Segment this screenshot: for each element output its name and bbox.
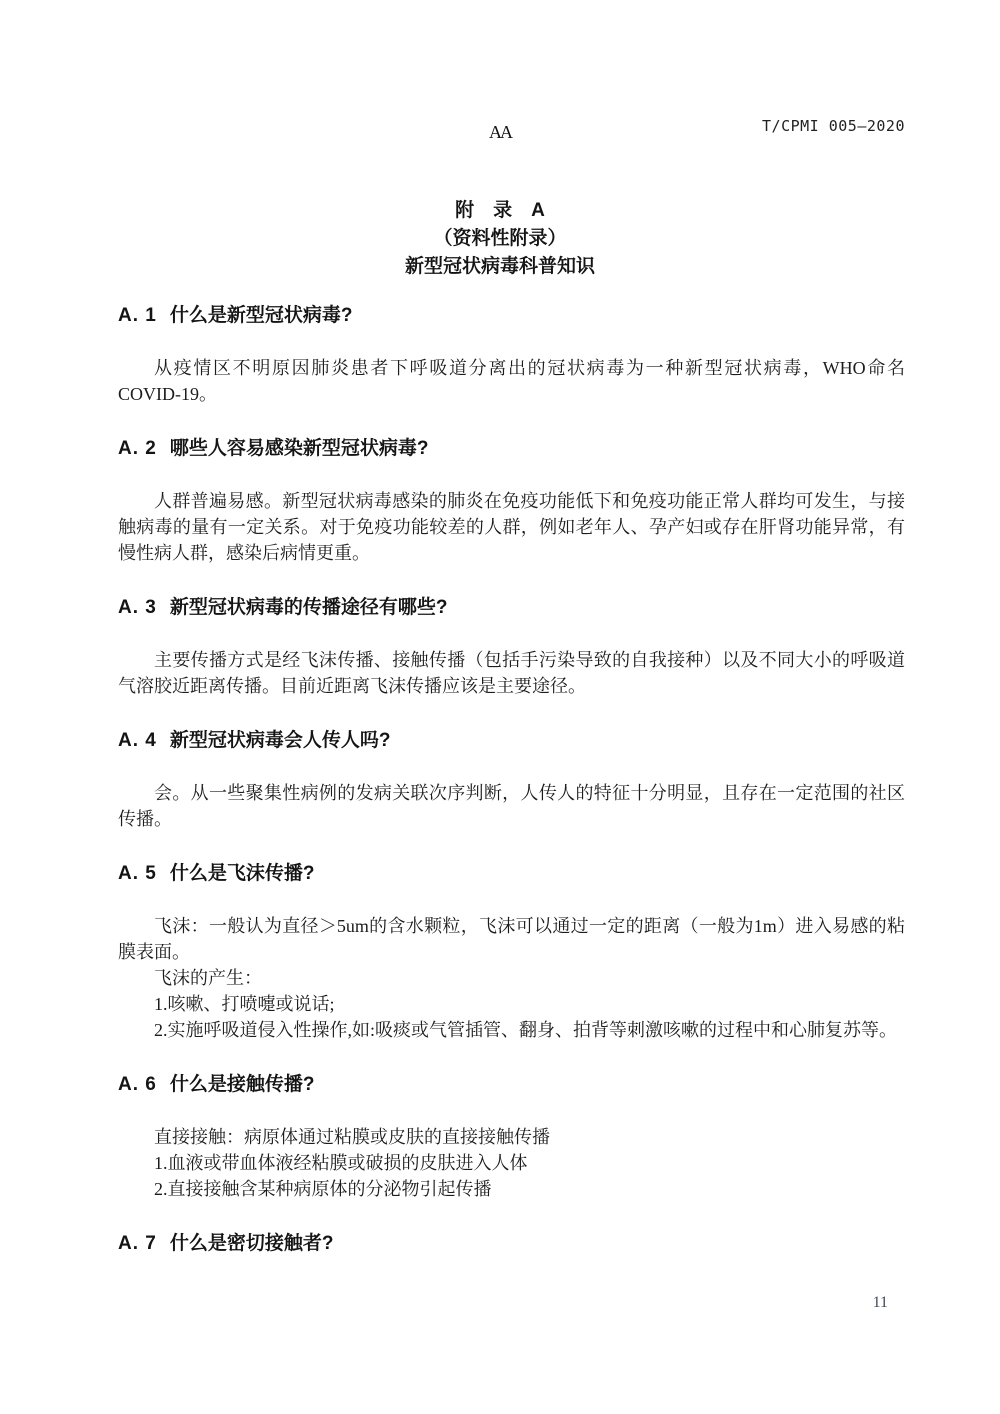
section-heading: [118, 728, 905, 754]
section-title: 什么是接触传播?: [169, 1074, 315, 1095]
page-number: 11: [872, 1294, 888, 1311]
body-paragraph: 人群普遍易感。新型冠状病毒感染的肺炎在免疫功能低下和免疫功能正常人群均可发生，与接触病毒的量有一定关系。对于免疫功能较差的人群，例如老年人、孕产妇或存在肝肾功能异常，有慢性病人群，感染后病情更重。: [118, 491, 905, 563]
appendix-section: [118, 1231, 905, 1257]
appendix-section: [118, 861, 905, 1043]
body-paragraph: 2.直接接触含某种病原体的分泌物引起传播: [154, 1179, 492, 1199]
body-paragraph: 2.实施呼吸道侵入性操作,如:吸痰或气管插管、翻身、拍背等刺激咳嗽的过程中和心肺复苏等。: [154, 1020, 897, 1040]
appendix-section: [118, 303, 905, 407]
section-title: 什么是密切接触者?: [169, 1233, 334, 1254]
appendix-title-line2: （资料性附录）: [433, 228, 567, 249]
section-number: A. 5: [118, 863, 157, 884]
body-paragraph: 飞沫：一般认为直径＞5um的含水颗粒，飞沫可以通过一定的距离（一般为1m）进入易感的粘膜表面。: [118, 916, 905, 962]
body-paragraph: 主要传播方式是经飞沫传播、接触传播（包括手污染导致的自我接种）以及不同大小的呼吸道气溶胶近距离传播。目前近距离飞沫传播应该是主要途径。: [118, 650, 905, 696]
section-heading: [118, 436, 905, 462]
section-heading: [118, 861, 905, 887]
header-section-marker: AA: [489, 122, 511, 142]
section-title: 什么是飞沫传播?: [169, 863, 315, 884]
section-title: 什么是新型冠状病毒?: [169, 305, 353, 326]
appendix-section: [118, 1072, 905, 1202]
body-paragraph: 从疫情区不明原因肺炎患者下呼吸道分离出的冠状病毒为一种新型冠状病毒，WHO命名COVID-19。: [118, 358, 905, 404]
section-number: A. 4: [118, 730, 157, 751]
appendix-title-block: [0, 197, 1000, 281]
appendix-section: [118, 728, 905, 832]
body-paragraph: 1.咳嗽、打喷嚏或说话;: [154, 994, 335, 1014]
appendix-title-line3: 新型冠状病毒科普知识: [404, 256, 595, 277]
section-heading: [118, 1231, 905, 1257]
section-title: 新型冠状病毒的传播途径有哪些?: [169, 597, 448, 618]
section-number: A. 1: [118, 305, 157, 326]
section-number: A. 7: [118, 1233, 157, 1254]
section-heading: [118, 1072, 905, 1098]
body-paragraph: 1.血液或带血体液经粘膜或破损的皮肤进入人体: [154, 1153, 528, 1173]
section-heading: [118, 595, 905, 621]
section-title: 哪些人容易感染新型冠状病毒?: [169, 438, 429, 459]
standard-number: T/CPMI 005—2020: [762, 117, 905, 135]
section-number: A. 6: [118, 1074, 157, 1095]
section-number: A. 3: [118, 597, 157, 618]
appendix-section: [118, 595, 905, 699]
section-title: 新型冠状病毒会人传人吗?: [169, 730, 391, 751]
body-paragraph: 直接接触：病原体通过粘膜或皮肤的直接接触传播: [154, 1127, 550, 1147]
body-paragraph: 飞沫的产生：: [154, 968, 262, 988]
body-paragraph: 会。从一些聚集性病例的发病关联次序判断，人传人的特征十分明显，且存在一定范围的社区传播。: [118, 783, 905, 829]
document-body: [118, 303, 905, 1286]
section-number: A. 2: [118, 438, 157, 459]
appendix-title-line1: 附 录 A: [455, 200, 545, 221]
appendix-section: [118, 436, 905, 566]
section-heading: [118, 303, 905, 329]
